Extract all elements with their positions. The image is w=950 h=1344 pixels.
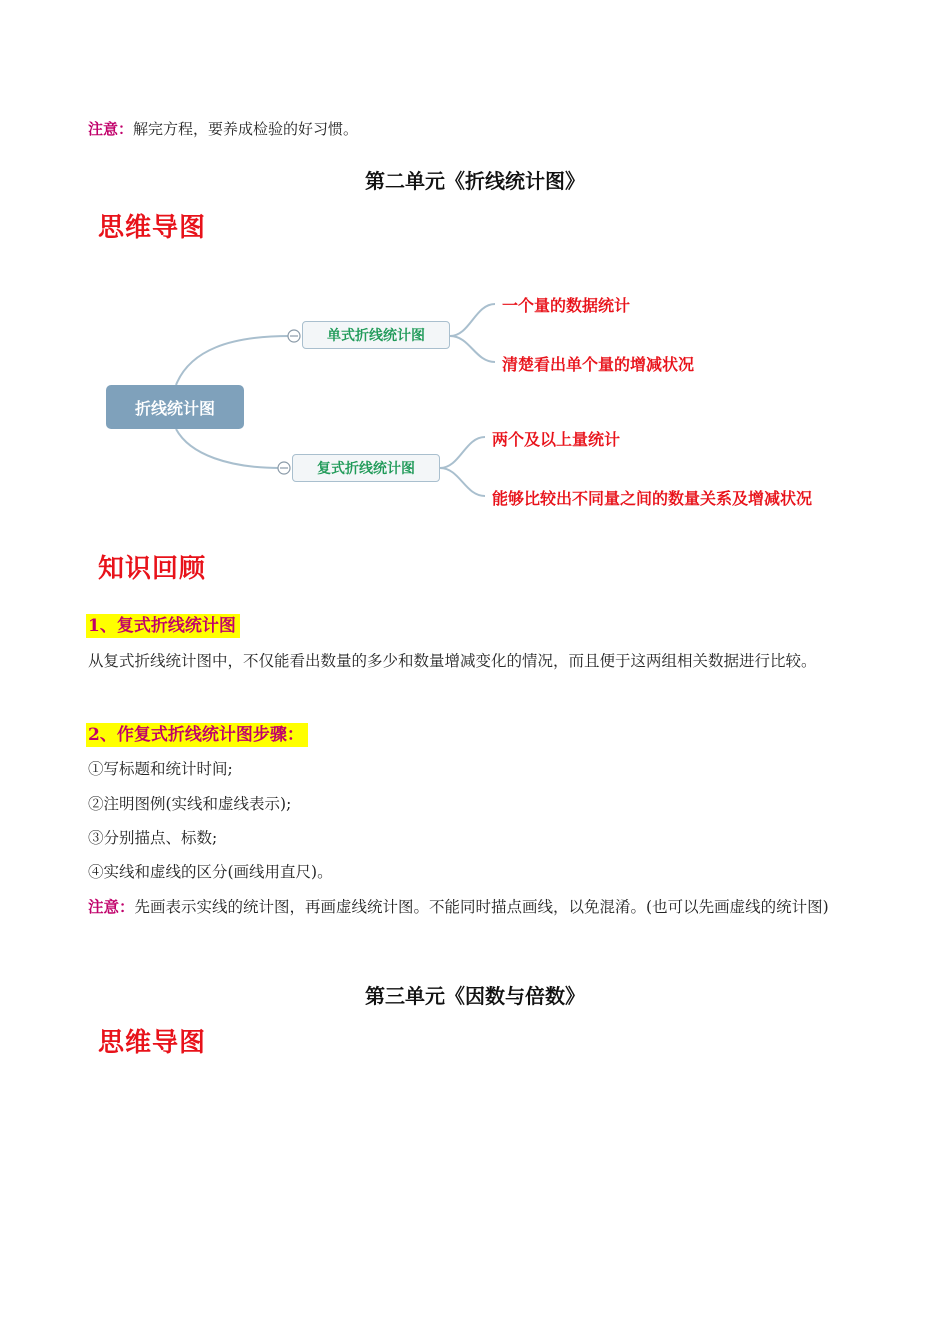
- step-item: ③分别描点、标数;: [88, 829, 218, 847]
- mind-map-branch-single: 单式折线统计图: [302, 321, 450, 349]
- section-heading-mindmap: 思维导图: [98, 213, 207, 243]
- mind-map-leaf: 一个量的数据统计: [502, 296, 631, 315]
- point-heading: 1、复式折线统计图: [86, 614, 240, 638]
- unit-title: 第三单元《因数与倍数》: [365, 984, 585, 1008]
- mind-map-branch-compound: 复式折线统计图: [292, 454, 440, 482]
- mind-map-connectors: [0, 0, 950, 560]
- step-item: ④实线和虚线的区分(画线用直尺)。: [88, 863, 333, 881]
- step-item: ②注明图例(实线和虚线表示);: [88, 795, 292, 813]
- mind-map-leaf: 清楚看出单个量的增减状况: [502, 355, 695, 374]
- point-heading: 2、作复式折线统计图步骤：: [86, 723, 308, 747]
- bottom-note: [88, 889, 864, 925]
- note-label: 注意：: [88, 897, 135, 916]
- point-paragraph: 从复式折线统计图中，不仅能看出数量的多少和数量增减变化的情况，而且便于这两组相关数据进行比较。: [88, 652, 817, 670]
- step-item: ①写标题和统计时间;: [88, 760, 233, 778]
- section-heading-mindmap: 思维导图: [98, 1028, 207, 1058]
- unit-title: 第二单元《折线统计图》: [365, 169, 585, 193]
- mind-map-root: 折线统计图: [106, 385, 244, 429]
- mind-map-leaf: 能够比较出不同量之间的数量关系及增减状况: [492, 489, 813, 508]
- mind-map-leaf: 两个及以上量统计: [492, 430, 621, 449]
- note-text: 先画表示实线的统计图，再画虚线统计图。不能同时描点画线，以免混淆。(也可以先画虚线的统计图): [134, 898, 829, 916]
- section-heading-review: 知识回顾: [98, 554, 207, 584]
- note-label: 注意：: [88, 120, 134, 138]
- note-text: 解完方程，要养成检验的好习惯。: [133, 120, 359, 138]
